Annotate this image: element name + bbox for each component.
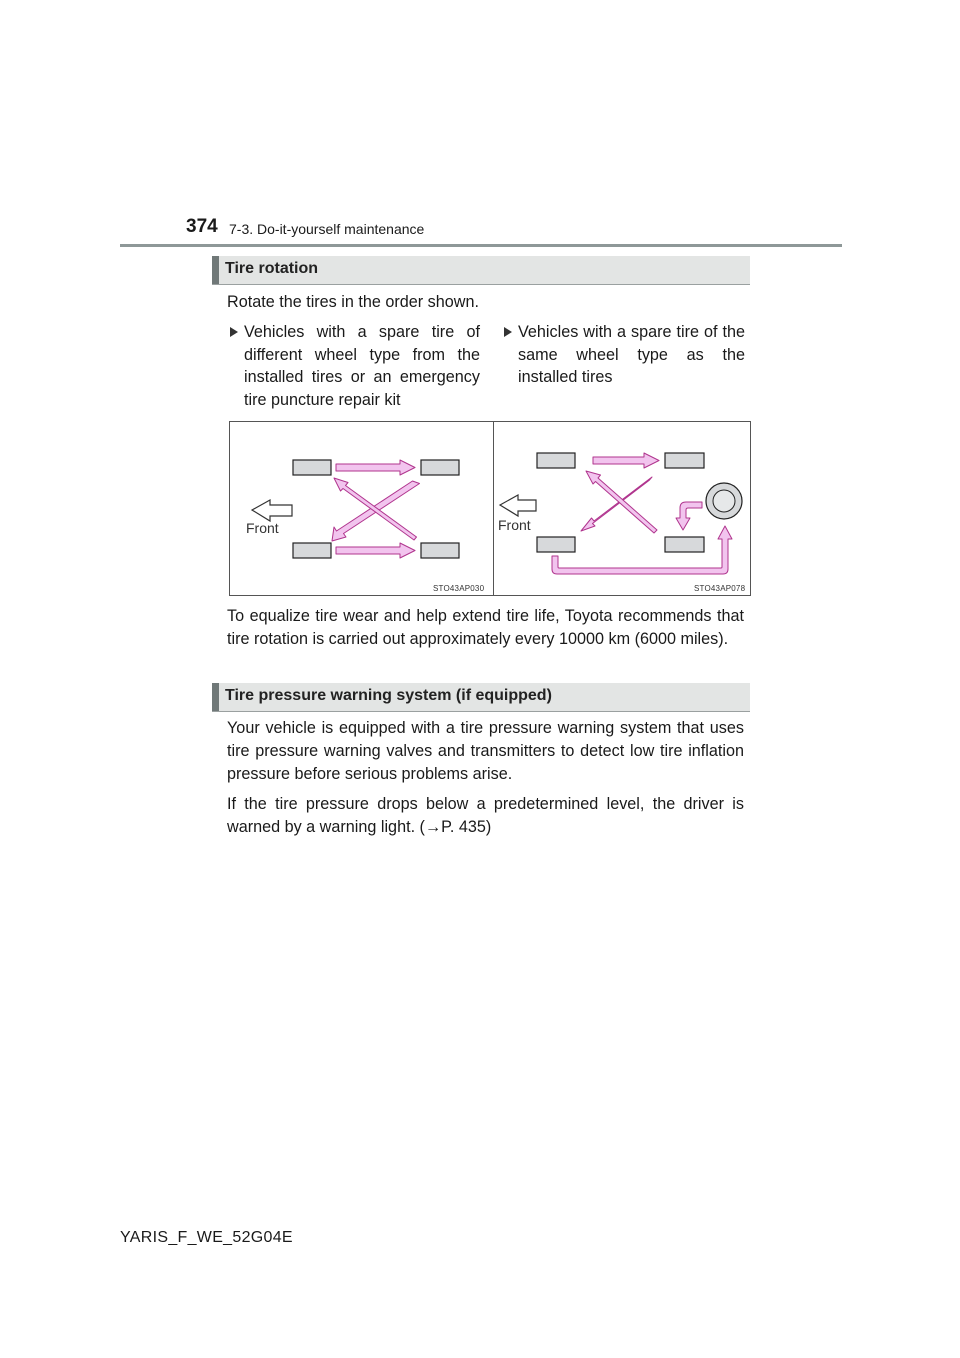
tpws-heading-text: Tire pressure warning system (if equipped)	[225, 687, 552, 704]
tire-front-left	[293, 460, 331, 475]
header-divider	[120, 244, 842, 247]
document-code: YARIS_F_WE_52G04E	[120, 1229, 293, 1246]
front-label: Front	[498, 517, 531, 533]
tire-front-right	[537, 537, 575, 552]
heading-accent-bar	[212, 256, 219, 284]
tpws-heading	[212, 683, 750, 712]
tire-rotation-heading-text: Tire rotation	[225, 260, 319, 277]
arrow-spare-to-rear-right	[676, 502, 702, 530]
tire-rotation-heading	[212, 256, 750, 285]
tire-front-right	[293, 543, 331, 558]
figure-code: STO43AP078	[694, 584, 746, 593]
front-direction-arrow-icon	[252, 500, 292, 521]
section-breadcrumb: 7-3. Do-it-yourself maintenance	[229, 221, 425, 237]
front-label: Front	[246, 520, 279, 536]
figure-code: STO43AP030	[433, 584, 485, 593]
arrow-diagonal-rear-to-front-lower	[581, 477, 652, 531]
tire-rear-right	[421, 543, 459, 558]
tire-front-left	[537, 453, 575, 468]
rotation-option-text: Vehicles with a spare tire of the same wheel type as the installed tires	[518, 323, 745, 386]
rotation-diagram-four-tire	[229, 421, 495, 596]
tire-rear-left	[421, 460, 459, 475]
arrow-front-right-to-spare	[552, 526, 732, 574]
rotation-diagram-svg	[494, 422, 750, 595]
tpws-warning-note: If the tire pressure drops below a predetermined level, the driver is warned by a warning light. (→P. 435)	[227, 795, 744, 836]
tire-rear-left	[665, 453, 704, 468]
arrow-front-to-rear-top	[593, 453, 659, 468]
tpws-description: Your vehicle is equipped with a tire pressure warning system that uses tire pressure warning valves and transmitters to detect low tire inflation pressure before serious problems arise.	[227, 719, 744, 783]
spare-tire-hub	[713, 490, 735, 512]
rotation-interval-note: To equalize tire wear and help extend tire life, Toyota recommends that tire rotation is carried out approximately every 10000 km (6000 miles).	[227, 607, 744, 648]
arrow-front-to-rear-bottom	[336, 543, 415, 558]
rotation-diagram-five-tire	[493, 421, 751, 596]
bullet-triangle-icon	[230, 327, 238, 337]
rotation-option-text: Vehicles with a spare tire of different wheel type from the installed tires or an emergency tire puncture repair kit	[244, 323, 480, 409]
arrow-diagonal-rear-to-front-upper	[586, 471, 657, 533]
rotation-intro: Rotate the tires in the order shown.	[227, 293, 479, 311]
bullet-triangle-icon	[504, 327, 512, 337]
heading-accent-bar	[212, 683, 219, 711]
front-direction-arrow-icon	[500, 495, 536, 516]
page-number: 374	[186, 216, 218, 237]
tire-rear-right	[665, 537, 704, 552]
arrow-front-to-rear-top	[336, 460, 415, 475]
rotation-diagram-svg	[230, 422, 494, 595]
